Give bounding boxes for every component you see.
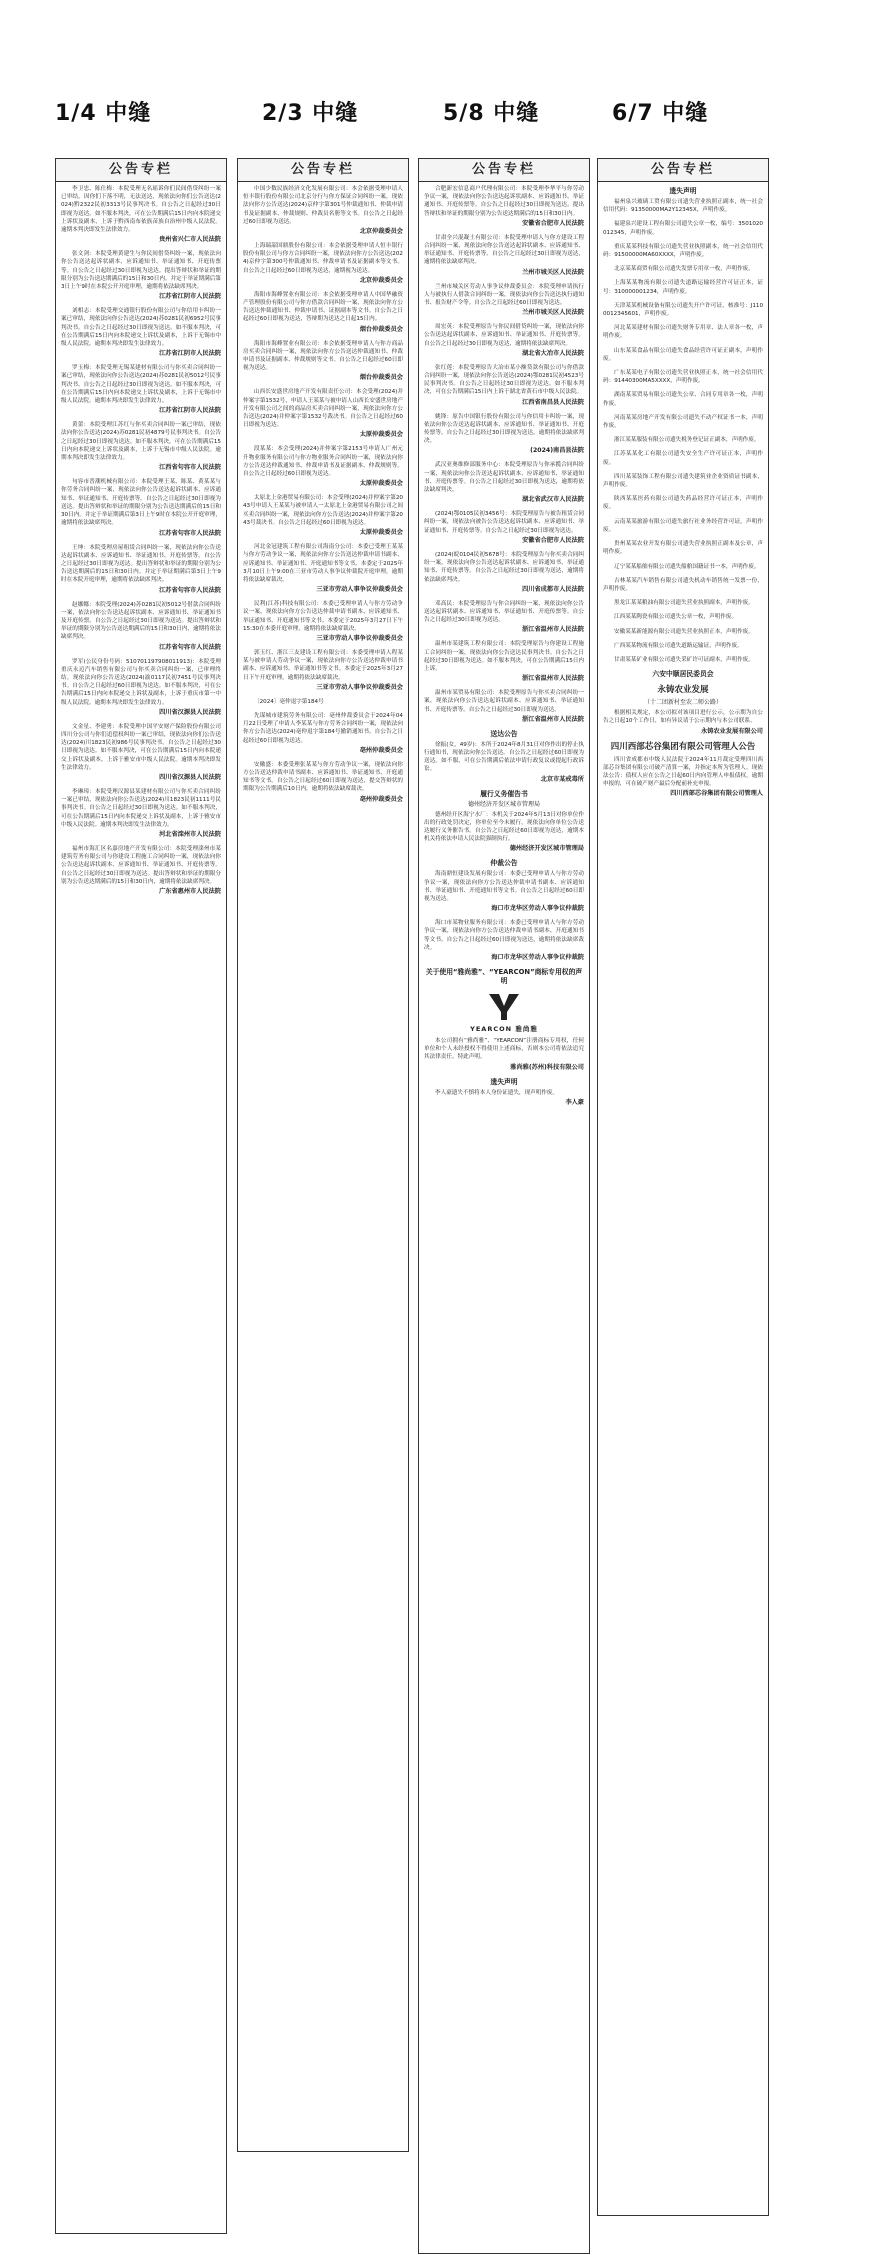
notice-issuer: 贵州省兴仁市人民法院 <box>159 236 221 244</box>
notice-text: 徐振(女，49岁)：本所于2024年8月31日对你作出的停止执行通知书，现依法向你公告送达。自公告之日起经过60日即视为送达。如不服，可在公告期满后依法申请行政复议或提起行政诉讼。 <box>424 741 584 773</box>
notice-item <box>243 600 403 643</box>
notice-item <box>424 364 584 407</box>
notice-text: 辽宁某某船舶有限公司遗失船舶国籍证书一本，声明作废。 <box>614 563 760 570</box>
notice-item <box>424 859 584 913</box>
notice-item <box>61 364 221 415</box>
notice-issuer: 四川省汉源县人民法院 <box>159 708 221 716</box>
notice-item <box>61 788 221 839</box>
notice-text: 张文剑：本院受理黄建生与你民间借贷纠纷一案，现依法向你公告送达起诉状副本、应诉通知书、举证通知书、开庭传票等。自公告之日起经过30日即视为送达。提出答辩状和举证的期限分别为公告送达期满后的15日和30日内。并定于举证期满后第3日上午9时在本院公开开庭审理，逾期将依法缺席判决。 <box>61 251 221 291</box>
notice-text: 江西某某陶瓷有限公司遗失公章一枚，声明作废。 <box>614 614 738 621</box>
notice-text: 北京某某商贸有限公司遗失发票专用章一枚，声明作废。 <box>614 266 754 273</box>
notice-item <box>424 185 584 228</box>
notice-item <box>424 968 584 1072</box>
notice-item <box>603 518 763 534</box>
column-header: 公告专栏 <box>598 159 768 182</box>
notice-item <box>61 723 221 782</box>
notice-text: 浙江某某服装有限公司遗失税务登记证正副本，声明作废。 <box>614 437 760 444</box>
notice-text: 海阳市海峰置业有限公司：本会依据受理申请人中国华融资产管理股份有限公司与你方借款合同纠纷一案，现依法向你方公告送达仲裁通知书、仲裁申请书、证据副本等文书。自公告之日起经过60日即视为送达，答辩期为送达之日起15日内。 <box>243 291 403 323</box>
notice-text: 四川某某装饰工程有限公司遗失建筑业企业资质证书副本，声明作废。 <box>603 473 763 489</box>
notice-item <box>603 599 763 607</box>
notice-text: 广东某某电子有限公司遗失营业执照正本，统一社会信用代码：91440300MA5XXXX，声明作废。 <box>603 370 763 385</box>
notice-text: 郭玉红、浙江三友建设工程有限公司：本委受理申请人程某某与被申请人劳动争议一案，现依法向你方公告送达仲裁申请书副本、应诉通知书、举证通知书等文书。本委定于2025年3月27日下午开庭审理，逾期将依法缺席裁决。 <box>243 649 403 681</box>
notice-issuer: 江苏省江阴市人民法院 <box>159 293 221 301</box>
notice-issuer: 四川西部芯谷集团有限公司管理人 <box>670 790 763 798</box>
notice-item <box>424 730 584 784</box>
yearcon-logo-icon <box>487 992 521 1022</box>
notice-text: 陕西某某医药有限公司遗失药品经营许可证正本，声明作废。 <box>603 496 763 511</box>
notice-item <box>603 369 763 385</box>
notice-item <box>603 324 763 340</box>
notice-issuer: 江苏省句容市人民法院 <box>159 643 221 651</box>
notice-item <box>603 628 763 636</box>
notice-item <box>61 185 221 244</box>
notice-item <box>424 919 584 962</box>
notice-item <box>603 670 763 679</box>
notice-issuer: 江苏省句容市人民法院 <box>159 586 221 594</box>
notice-issuer: 江苏省句容市人民法院 <box>159 529 221 537</box>
notice-item <box>603 563 763 571</box>
notice-item <box>61 845 221 896</box>
notice-issuer: 三亚市劳动人事争议仲裁委员会 <box>316 586 403 594</box>
notice-issuer: 太原仲裁委员会 <box>359 529 403 537</box>
notice-issuer: 亳州仲裁委员会 <box>359 746 403 754</box>
notice-text: 安徽盛：本委受理张某某与你方劳动争议一案，现依法向你方公告送达仲裁申请书副本、应诉通知书、举证通知书、开庭通知书等文书。自公告之日起经过60日即视为送达，提交答辩状的期限为公告期满后10日内，逾期将依法缺席裁决。 <box>243 761 403 793</box>
notice-item <box>424 790 584 854</box>
column-header: 公告专栏 <box>56 159 226 182</box>
notice-issuer: 湖北省武汉市人民法院 <box>522 496 584 504</box>
notice-item <box>603 220 763 236</box>
fold-label-3: 5/8 中缝 <box>443 101 540 126</box>
notice-text: 贵州某某农业开发有限公司遗失营业执照正副本及公章，声明作废。 <box>603 541 763 556</box>
notice-issuer: 湖北省大冶市人民法院 <box>522 349 584 357</box>
notice-item <box>603 685 763 735</box>
notice-item <box>603 243 763 259</box>
notice-issuer: 浙江省温州市人民法院 <box>522 675 584 683</box>
notice-item <box>603 450 763 466</box>
notice-item <box>424 461 584 504</box>
column-body <box>419 182 589 2255</box>
notice-item <box>603 187 763 214</box>
notice-title: 仲裁公告 <box>490 859 518 868</box>
notice-issuer: (2024)南昌县法院 <box>530 447 584 455</box>
notice-text: 中国少数民族经济文化发展有限公司：本会依据受理申请人恒丰银行股份有限公司北京分行与你方保证合同纠纷一案，现依法向你方公告送达(2024)京仲字第301号仲裁通知书、仲裁申请书及证据副本、仲裁规则、仲裁员名册等文书。自公告之日起经过60日即视为送达。 <box>243 186 403 225</box>
column-body <box>598 182 768 2217</box>
notice-text: 合肥新宏信息商户代理有限公司：本院受理李华平与你劳动争议一案，现依法向你公告送达起诉状副本、应诉通知书、举证通知书、开庭传票等。自公告之日起经过30日即视为送达。提出答辩状和举证的期限分别为公告送达期满后的15日和30日内。 <box>424 186 584 217</box>
notice-text: 李卫忠、陈仕梅：本院受理无名瑶诉你们民间借贷纠纷一案已审结，因你们下落不明，无法送达，现依法向你们公告送达(2024)黔2322民初3313号民事判决书。自公告之日起经过30日即视为送达。如不服本判决，可在公告期满后15日内向本院递交上诉状及副本，上诉于黔西南布依族苗族自治州中级人民法院。逾期本判决即发生法律效力。 <box>61 186 221 234</box>
notice-issuer: 江西省南昌县人民法院 <box>522 398 584 406</box>
column-body <box>56 182 226 2235</box>
notice-column-3 <box>418 158 590 2254</box>
notice-item <box>243 242 403 285</box>
notice-issuer: 四川省汉源县人民法院 <box>159 773 221 781</box>
brand-logo <box>424 992 584 1033</box>
notice-text: 〔2024〕亳仲退字第184号 <box>254 698 324 705</box>
notice-item <box>603 414 763 430</box>
notice-text: 甘肃全兴混凝土有限公司：本院受理申请人与你方建设工程合同纠纷一案，现依法向你公告送达起诉状副本、应诉通知书、举证通知书、开庭传票等。自公告之日起经过30日即视为送达，逾期将依法缺席判决。 <box>424 234 584 266</box>
notice-text: 江苏某某化工有限公司遗失安全生产许可证正本，声明作废。 <box>603 451 763 466</box>
notice-text: 黄蕾：本院受理江苏红与你买卖合同纠纷一案已审结，现依法向你公告送达(2024)苏0281民初4879号民事判决书。自公告之日起经过30日即视为送达。如不服本判决，可在公告期满后15日内向本院递交上诉状及副本，上诉于无锡市中级人民法院。逾期本判决即发生法律效力。 <box>61 422 221 462</box>
notice-item <box>243 185 403 236</box>
fold-label-2: 2/3 中缝 <box>262 101 359 126</box>
notice-issuer: 烟台仲裁委员会 <box>359 374 403 382</box>
column-header: 公告专栏 <box>419 159 589 182</box>
notice-column-2 <box>237 158 409 2152</box>
notice-text: 温州市某贸易有限公司：本院受理原告与你买卖合同纠纷一案，现依法向你公告送达起诉状副本、应诉通知书、举证通知书、开庭传票等。自公告之日起经过30日即视为送达。 <box>424 690 584 713</box>
notice-issuer: 江西省句容市人民法院 <box>159 464 221 472</box>
notice-text: (2024)皖0104民初5678号：本院受理原告与你买卖合同纠纷一案，现依法向你公告送达起诉状副本、应诉通知书、举证通知书、开庭传票等。自公告之日起经过30日即视为送达，逾期将依法缺席判决。 <box>424 551 584 583</box>
notice-column-4 <box>597 158 769 2216</box>
notice-issuer: 兰州市城关区人民法院 <box>522 268 584 276</box>
notice-item <box>243 445 403 488</box>
notice-item <box>603 436 763 444</box>
notice-text: 山东某某食品有限公司遗失食品经营许可证正副本，声明作废。 <box>603 347 763 362</box>
notice-item <box>424 689 584 724</box>
notice-text: 四川省成都市中级人民法院于2024年11月裁定受理四川西部芯谷集团有限公司破产清算一案，并指定本所为管理人。现依法公告：债权人应在公告之日起60日内向管理人申报债权，逾期申报的，可在破产财产最后分配前补充申报。 <box>603 756 763 788</box>
notice-subtitle: 德州经济开发区城市管理局 <box>467 800 540 808</box>
notice-item <box>243 291 403 334</box>
notice-item <box>424 234 584 277</box>
notice-item <box>603 279 763 295</box>
notice-column-1 <box>55 158 227 2234</box>
fold-label-4: 6/7 中缝 <box>612 101 709 126</box>
notice-text: 黑龙江某某粮油有限公司遗失营业执照副本，声明作废。 <box>614 600 754 607</box>
notice-title: 关于使用“雅尚雅”、“YEARCON”商标专用权的声明 <box>425 967 583 985</box>
notice-issuer: 江苏省江阴市人民法院 <box>159 350 221 358</box>
notice-item <box>61 307 221 358</box>
notice-text: 山西长安盛世房地产开发有限责任公司：本会受理(2024)并仲案字第1532号，申请人王某某与被申请人山西长安盛世房地产开发有限公司之间的商品房买卖合同纠纷一案，现依法向你方公告送达(2024)并仲案字第1532号裁决书。自公告之日起经过60日即视为送达。 <box>243 389 403 429</box>
notice-item <box>603 613 763 621</box>
notice-item <box>424 1078 584 1107</box>
notice-issuer: 三亚市劳动人事争议仲裁委员会 <box>316 634 403 642</box>
notice-text: 罗玉梅：本院受理无锡某建材有限公司与你买卖合同纠纷一案已审结，现依法向你公告送达(2024)苏0281民初5012号民事判决书。自公告之日起经过30日即视为送达。如不服本判决，可在公告期满后15日内向本院递交上诉状及副本，上诉于无锡市中级人民法院。逾期本判决即发生法律效力。 <box>61 365 221 405</box>
notice-issuer: 北京市某戒毒所 <box>540 775 584 783</box>
notice-text: 根据相关规定，本公司拟对该项目进行公示，公示期为自公告之日起10个工作日，如有异议请于公示期内与本公司联系。 <box>603 710 763 725</box>
notice-item <box>603 347 763 363</box>
notice-issuer: 太原仲裁委员会 <box>359 431 403 439</box>
notice-item <box>243 712 403 755</box>
notice-item <box>61 250 221 301</box>
notice-item <box>61 544 221 595</box>
notice-text: 周宏英：本院受理原告与你民间借贷纠纷一案，现依法向你公告送达起诉状副本、应诉通知书、举证通知书、开庭传票等。自公告之日起经过30日即视为送达，逾期将依法缺席判决。 <box>424 324 584 347</box>
notice-issuer: 安徽省合肥市人民法院 <box>522 219 584 227</box>
notice-issuer: 亳州仲裁委员会 <box>359 795 403 803</box>
notice-item <box>243 388 403 439</box>
notice-item <box>603 265 763 273</box>
notice-text: 武汉亚奥维修部服务中心：本院受理原告与你承揽合同纠纷一案，现依法向你公告送达起诉状副本、应诉通知书、举证通知书、开庭传票等。自公告之日起经过30日即视为送达，逾期将依法缺席判决。 <box>424 462 584 494</box>
column-body <box>238 182 408 2153</box>
notice-issuer: 雅尚雅(苏州)科技有限公司 <box>510 1063 584 1071</box>
notice-issuer: 海口市龙华区劳动人事争议仲裁院 <box>491 905 584 913</box>
notice-item <box>603 473 763 489</box>
notice-text: 民利(江苏)科技有限公司：本委已受理申请人与你方劳动争议一案，现依法向你方公告送达仲裁申请书副本、应诉通知书、举证通知书、开庭通知书等文书。本委定于2025年3月27日下午15:30在本委开庭审理，逾期将依法缺席裁决。 <box>243 601 403 632</box>
notice-text: 句容市普潮机械有限公司：本院受理王某、陈某、黄某某与你劳务合同纠纷一案，现依法向你公告送达起诉状副本、应诉通知书、举证通知书、开庭传票等。自公告之日起经过30日即视为送达。提出答辩状和举证的期限分别为公告送达期满后的15日和30日内。并定于举证期满后第3日上午9时在本院公开开庭审理，逾期将依法缺席判决。 <box>61 479 221 527</box>
notice-item <box>424 510 584 545</box>
notice-text: 本公司拥有“雅尚雅”、“YEARCON”注册商标专用权，任何单位和个人未经授权不得使用上述商标，否则本公司将依法追究其法律责任。特此声明。 <box>424 1037 584 1061</box>
notice-text: 河南某某房地产开发有限公司遗失不动产权证书一本，声明作废。 <box>603 414 763 430</box>
notice-text: 王坤：本院受理房屋租赁合同纠纷一案，现依法向你公告送达起诉状副本、应诉通知书、举证通知书、开庭传票等。自公告之日起经过30日即视为送达。提出答辩状和举证的期限分别为公告送达期满后的15日和30日内。并定于举证期满后第3日上午9时在本院开庭审理，逾期将依法缺席判决。 <box>61 544 221 584</box>
notice-title: 履行义务催告书 <box>480 789 528 798</box>
notice-item <box>603 577 763 593</box>
notice-issuer: 安徽省合肥市人民法院 <box>522 536 584 544</box>
notice-text: 河北某某建材有限公司遗失财务专用章、法人章各一枚，声明作废。 <box>603 325 763 340</box>
notice-title: 遗失声明 <box>669 187 697 195</box>
notice-issuer: 兰州市城关区人民法院 <box>522 309 584 317</box>
notice-text: 云南某某旅游有限公司遗失旅行社业务经营许可证，声明作废。 <box>603 518 763 533</box>
notice-text: 湖南某某贸易有限公司遗失公章、合同专用章各一枚，声明作废。 <box>603 392 763 407</box>
notice-item <box>243 761 403 804</box>
notice-item <box>243 543 403 594</box>
notice-item <box>603 495 763 511</box>
notice-issuer: 李人豪 <box>565 1098 584 1106</box>
notice-item <box>243 698 403 706</box>
notice-title: 四川西部芯谷集团有限公司管理人公告 <box>610 741 756 752</box>
notice-text: 安徽某某新能源有限公司遗失营业执照正本，声明作废。 <box>614 628 754 635</box>
notice-title: 遗失声明 <box>490 1077 518 1086</box>
notice-issuer: 三亚市劳动人事争议仲裁委员会 <box>316 683 403 691</box>
brand-logo-text: YEARCON 雅尚雅 <box>470 1024 538 1033</box>
notice-item <box>243 494 403 537</box>
notice-issuer: 广东省惠州市人民法院 <box>159 888 221 895</box>
notice-item <box>243 649 403 692</box>
notice-item <box>61 658 221 717</box>
notice-text: 德州经开区海宁水厂：本机关于2024年5月13日对你单位作出的行政处罚决定，你单位至今未履行。现依法向你单位公告送达履行义务催告书。自公告之日起经过60日即视为送达，逾期本机关将依法申请人民法院强制执行。 <box>424 811 584 843</box>
notice-issuer: 江苏省江阴市人民法院 <box>159 407 221 415</box>
notice-item <box>61 421 221 472</box>
notice-text: 福州市海汇区名嘉房地产开发有限公司：本院受理滦州市某建筑劳务有限公司与你建设工程施工合同纠纷一案，现依法向你公告送达起诉状副本、应诉通知书、举证通知书、开庭传票等。自公告之日起经过30日即视为送达。提出答辩状和举证的期限分别为公告送达期满后的15日和30日内，逾期将依法缺席判决。 <box>61 845 221 885</box>
notice-text: 重庆某某科技有限公司遗失营业执照副本，统一社会信用代码：91500000MA60XXXX，声明作废。 <box>603 243 763 259</box>
notice-issuer: 浙江省温州市人民法院 <box>522 626 584 634</box>
notice-title: 送达公告 <box>490 729 518 738</box>
notice-item <box>424 413 584 456</box>
notice-text: 福州泉兴玻璃工贸有限公司遗失营业执照正副本，统一社会信用代码：91350000MA2Y12345X，声明作废。 <box>603 199 763 214</box>
notice-title: 永铸农业发展 <box>657 685 709 696</box>
notice-text: 兰州市城关区劳动人事争议仲裁委员会：本院受理申请执行人与被执行人借款合同纠纷一案，现依法向你公告送达执行通知书、报告财产令等。自公告之日起经过60日即视为送达。 <box>424 283 584 307</box>
notice-issuer: 浙江省温州市人民法院 <box>522 715 584 723</box>
notice-issuer: 烟台仲裁委员会 <box>359 325 403 333</box>
notice-text: 段某某：本会受理(2024)并仲案字第2153号申请人广州元升物业服务有限公司与你方物业服务合同纠纷一案，现依法向你方公告送达仲裁通知书、仲裁申请书及证据副本、仲裁规则等。自公告之日起经过60日即视为送达。 <box>243 446 403 478</box>
notice-text: 刘相志：本院受理交通银行股份有限公司与你信用卡纠纷一案已审结，现依法向你公告送达(2024)苏0281民初6952号民事判决书。自公告之日起经过30日即视为送达。如不服本判决，可在公告期满后15日内向本院递交上诉状及副本，上诉于无锡市中级人民法院。逾期本判决即发生法律效力。 <box>61 308 221 348</box>
notice-text: 赵娜娜：本院受理(2024)苏0281民初5012号借款合同纠纷一案，依法向你公告送达起诉状副本、应诉通知书、举证通知书及开庭传票。自公告之日起经过30日即视为送达。提出答辩状和举证的期限分别为公告送达期满后的15日和30日内，逾期将依法缺席判决。 <box>61 601 221 641</box>
notice-text: 李琳璋：本院受理汉源县某建材有限公司与你买卖合同纠纷一案已审结，现依法向你公告送达(2024)川1823民初1111号民事判决书。自公告之日起经过30日即视为送达。如不服本判决，可在公告期满后15日内向本院递交上诉状及副本，上诉于雅安市中级人民法院。逾期本判决即发生法律效力。 <box>61 788 221 828</box>
notice-text: 海口市某物业服务有限公司：本委已受理申请人与你方劳动争议一案，现依法向你方公告送达仲裁申请书副本、开庭通知书等文书。自公告之日起经过60日即视为送达，逾期将依法缺席裁决。 <box>424 920 584 951</box>
notice-issuer: 四川省成都市人民法院 <box>522 585 584 593</box>
notice-item <box>424 640 584 683</box>
notice-item <box>603 302 763 318</box>
notice-issuer: 德州经济开发区城市管理局 <box>509 845 584 853</box>
notice-item <box>243 340 403 383</box>
notice-text: 海阳市海峰置业有限公司：本会依据受理申请人与你方商品房买卖合同纠纷一案，现依法向你方公告送达仲裁通知书、仲裁申请书及证据副本、仲裁规则等文书。自公告之日起经过60日即视为送达。 <box>243 340 403 372</box>
notice-title: 六安中顺居民委员会 <box>652 670 714 679</box>
notice-text: 广西某某物流有限公司遗失道路运输证，声明作废。 <box>614 642 743 649</box>
notice-item <box>603 642 763 650</box>
notice-subtitle: （十二团新村至农二师公路） <box>643 699 722 707</box>
fold-label-1: 1/4 中缝 <box>55 101 152 126</box>
notice-issuer: 北京仲裁委员会 <box>359 276 403 284</box>
notice-item <box>603 742 763 799</box>
notice-text: 温州市某建筑工程有限公司：本院受理原告与你建设工程施工合同纠纷一案，现依法向你公告送达民事判决书。自公告之日起经过30日即视为送达。如不服本判决，可在公告期满后15日内上诉。 <box>424 641 584 672</box>
notice-issuer: 河北省滦州市人民法院 <box>159 830 221 838</box>
notice-text: 文金星、李建勇：本院受理中国平安财产保险股份有限公司四川分公司与你们追偿权纠纷一案已审结，现依法向你们公告送达(2024)川1823民初986号民事判决书。自公告之日起经过30日即视为送达。如不服本判决，可在公告期满后15日内向本院递交上诉状及副本，上诉于雅安市中级人民法院。逾期本判决即发生法律效力。 <box>61 723 221 771</box>
column-header: 公告专栏 <box>238 159 408 182</box>
notice-issuer: 永铸农业发展有限公司 <box>701 727 763 735</box>
notice-text: 太原北上金港贸易有限公司：本会受理(2024)并仲案字第2043号申请人王某某与被申请人一太原北上金港贸易有限公司之间买卖合同纠纷一案，现依法向你方公告送达(2024)并仲案字第2043号裁决书。自公告之日起经过60日即视为送达。 <box>243 495 403 526</box>
notice-text: 甘肃某某矿业有限公司遗失采矿许可证副本，声明作废。 <box>614 656 754 663</box>
notice-text: (2024)鄂0105民初3456号：本院受理原告与被告租赁合同纠纷一案，现依法向被告公告送达起诉状副本、应诉通知书、举证通知书、开庭传票等。自公告之日起经过30日即视为送达。 <box>424 511 584 534</box>
notice-text: 上海某某物流有限公司遗失道路运输经营许可证正本，证号：310000001234，声明作废。 <box>603 280 763 295</box>
notice-item <box>603 656 763 664</box>
notice-item <box>603 540 763 556</box>
notice-item <box>61 478 221 537</box>
notice-item <box>424 600 584 635</box>
notice-text: 罗军(公民身份号码：510701197908011913)：本院受理重庆永迈汽车销售有限公司与你买卖合同纠纷一案，已审理终结。现依法向你公告送达(2024)渝0117民初7451号民事判决书。自公告之日起经过60日即视为送达。如不服本判决，可在公告期满后15日内向本院递交上诉状及副本，上诉于重庆市第一中级人民法院。逾期本判决即发生法律效力。 <box>61 658 221 706</box>
notice-text: 河北金冠建筑工程有限公司海南分公司：本委已受理王某某与你方劳动争议一案，现依法向你方公告送达仲裁申请书副本、应诉通知书、举证通知书、开庭通知书等文书。本委定于2025年3月10日上午9:00在三亚市劳动人事争议仲裁院开庭审理，逾期将依法缺席裁决。 <box>243 544 403 583</box>
notice-text: 海南鼎恒建设发展有限公司：本委已受理申请人与你方劳动争议一案，现依法向你方公告送达仲裁申请书副本、应诉通知书、举证通知书、开庭通知书等文书。自公告之日起经过60日即视为送达。 <box>424 871 584 902</box>
notice-text: 福建泉兴建设工程有限公司遗失公章一枚，编号：3501020012345，声明作废。 <box>603 221 763 236</box>
notice-text: 天津某某机械设备有限公司遗失开户许可证，核准号：J1100012345601，声明作废。 <box>603 302 763 318</box>
notice-text: 李人豪遗失不慎将本人身份证遗失，现声明作废。 <box>435 1089 559 1096</box>
notice-issuer: 太原仲裁委员会 <box>359 480 403 488</box>
notice-issuer: 海口市龙华区劳动人事争议仲裁院 <box>491 953 584 961</box>
notice-item <box>603 391 763 407</box>
notice-text: 张红莲：本院受理原告大冶市某小额贷款有限公司与你借款合同纠纷一案，现依法向你公告送达(2024)鄂0281民初4523号民事判决书。自公告之日起经过30日即视为送达。如不服本判决，可在公告期满后15日内上诉于湖北省黄石市中级人民法院。 <box>424 364 584 396</box>
notice-text: 先谋城市建筑劳务有限公司：亳州仲裁委员会于2024年04月22日受理了申请人李某某与你方劳务合同纠纷一案，现依法向你方公告送达(2024)亳仲退字第184号撤销通知书。自公告之日起经过60日即视为送达。 <box>243 712 403 744</box>
notice-item <box>61 601 221 652</box>
notice-item <box>424 323 584 358</box>
notice-item <box>424 283 584 318</box>
notice-text: 吉林某某汽车销售有限公司遗失机动车销售统一发票一份，声明作废。 <box>603 577 763 592</box>
notice-item <box>424 551 584 594</box>
notice-text: 上海瑞韶国鼎股份有限公司：本会依据受理申请人恒丰银行股份有限公司与你方合同纠纷一案，现依法向你方公告送达(2024)京仲字第300号仲裁通知书、仲裁申请书及证据副本等文书。自公告之日起经过60日即视为送达，逾期视为送达。 <box>243 243 403 274</box>
notice-issuer: 北京仲裁委员会 <box>359 228 403 236</box>
notice-text: 姚锋：原告中国银行股份有限公司与你信用卡纠纷一案，现依法向你公告送达起诉状副本、应诉通知书、举证通知书、开庭传票等。自公告之日起经过30日即视为送达，逾期将依法缺席判决。 <box>424 413 584 445</box>
notice-text: 邓高民：本院受理原告与你合同纠纷一案，现依法向你公告送达起诉状副本、应诉通知书、举证通知书、开庭传票等。自公告之日起经过30日即视为送达。 <box>424 600 584 624</box>
